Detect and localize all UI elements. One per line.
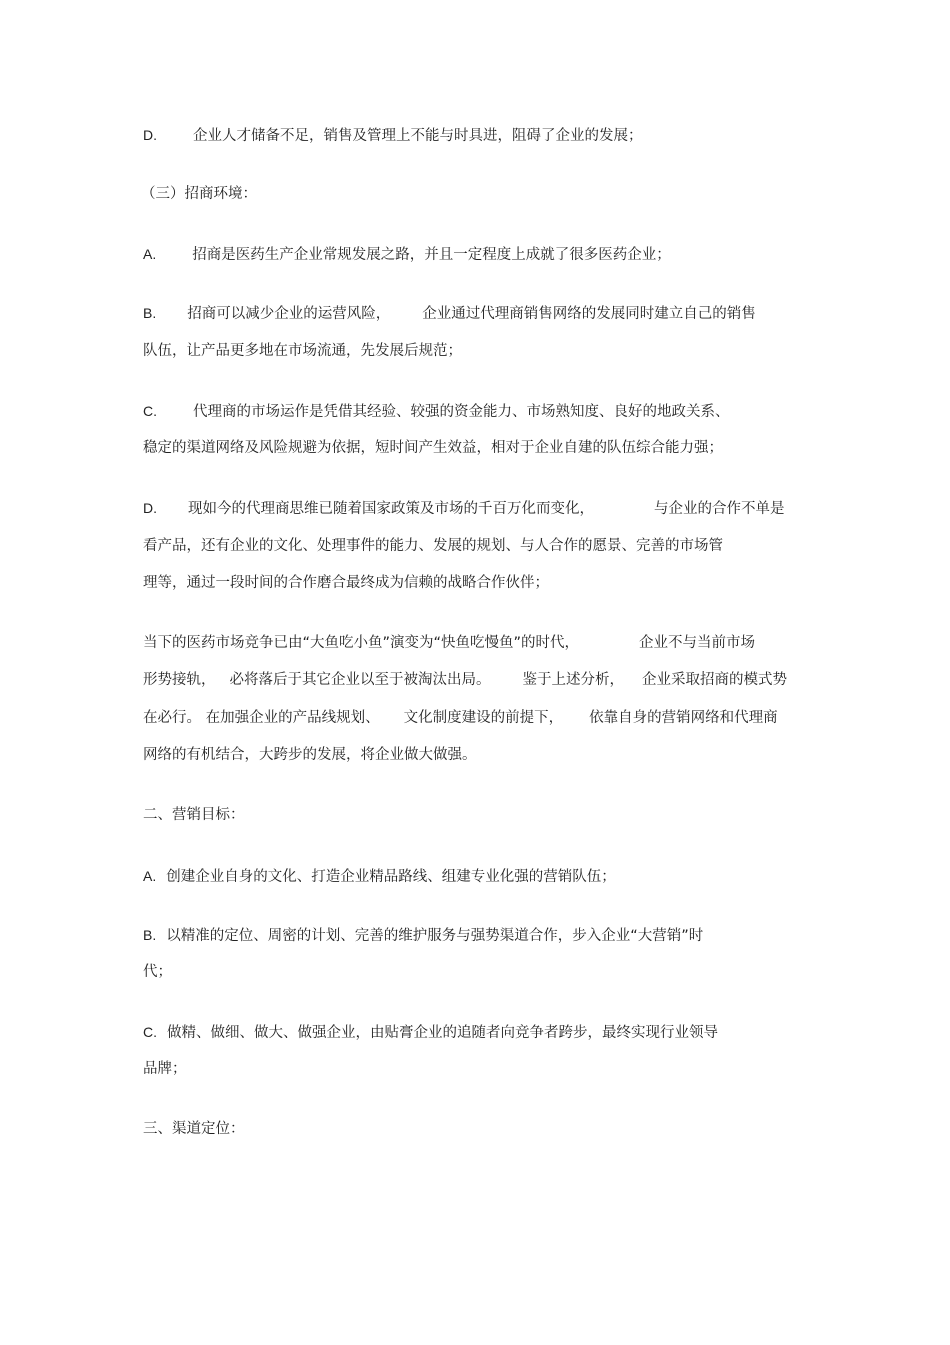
list-text: 代理商的市场运作是凭借其经验、较强的资金能力、市场熟知度、良好的地政关系、 [193,404,730,420]
summary-text: 文化制度建设的前提下， [403,710,564,726]
list-item [143,401,730,422]
list-text-continuation: 代； [143,964,172,980]
list-marker: B. [143,305,157,321]
section-heading: 三、渠道定位： [143,1121,245,1137]
list-item [143,125,643,146]
list-text: 现如今的代理商思维已随着国家政策及市场的千百万化而变化， [188,501,594,517]
section-heading: （三）招商环境： [141,186,257,202]
list-item [143,1022,718,1043]
summary-text: 依靠自身的营销网络和代理商 [589,710,778,726]
summary-line [143,670,787,690]
list-marker: D. [143,500,157,516]
section-heading: 二、营销目标： [143,807,245,823]
list-text: 以精准的定位、周密的计划、完善的维护服务与强势渠道合作，步入企业“大营销”时 [166,928,704,944]
list-text: 与企业的合作不单是 [654,501,785,517]
list-text-continuation: 看产品，还有企业的文化、处理事件的能力、发展的规划、与人合作的愿景、完善的市场管 [143,538,723,554]
list-marker: C. [143,403,157,419]
summary-line [143,708,778,728]
list-marker: D. [143,127,157,143]
summary-line [143,633,755,653]
list-item [143,303,756,324]
list-item [143,498,785,519]
list-marker: C. [143,1024,157,1040]
list-item [143,244,671,265]
list-text-continuation: 理等，通过一段时间的合作磨合最终成为信赖的战略合作伙伴； [143,575,549,591]
list-marker: A. [143,246,157,262]
list-text-continuation: 队伍，让产品更多地在市场流通，先发展后规范； [143,343,462,359]
summary-text: 形势接轨， [143,672,216,688]
summary-text: 在必行。 在加强企业的产品线规划、 [143,710,380,726]
list-text: 企业通过代理商销售网络的发展同时建立自己的销售 [422,306,756,322]
summary-text: 企业不与当前市场 [639,635,756,651]
list-text: 做精、做细、做大、做强企业，由贴膏企业的追随者向竞争者跨步，最终实现行业领导 [167,1025,718,1041]
list-marker: B. [143,927,157,943]
list-text: 招商可以减少企业的运营风险， [187,306,391,322]
list-text-continuation: 稳定的渠道网络及风险规避为依据，短时间产生效益，相对于企业自建的队伍综合能力强； [143,440,723,456]
list-item [143,925,703,946]
summary-line: 网络的有机结合，大跨步的发展，将企业做大做强。 [143,747,477,763]
summary-text: 企业采取招商的模式势 [642,672,787,688]
list-text: 企业人才储备不足，销售及管理上不能与时具进，阻碍了企业的发展； [193,128,643,144]
list-text-continuation: 品牌； [143,1061,187,1077]
list-marker: A. [143,868,157,884]
summary-text: 鉴于上述分析， [522,672,624,688]
list-text: 招商是医药生产企业常规发展之路，并且一定程度上成就了很多医药企业； [192,247,671,263]
list-item [143,866,616,887]
summary-text: 当下的医药市场竞争已由“大鱼吃小鱼”演变为“快鱼吃慢鱼”的时代， [143,635,580,651]
summary-text: 必将落后于其它企业以至于被淘汰出局。 [229,672,491,688]
list-text: 创建企业自身的文化、打造企业精品路线、组建专业化强的营销队伍； [166,869,616,885]
